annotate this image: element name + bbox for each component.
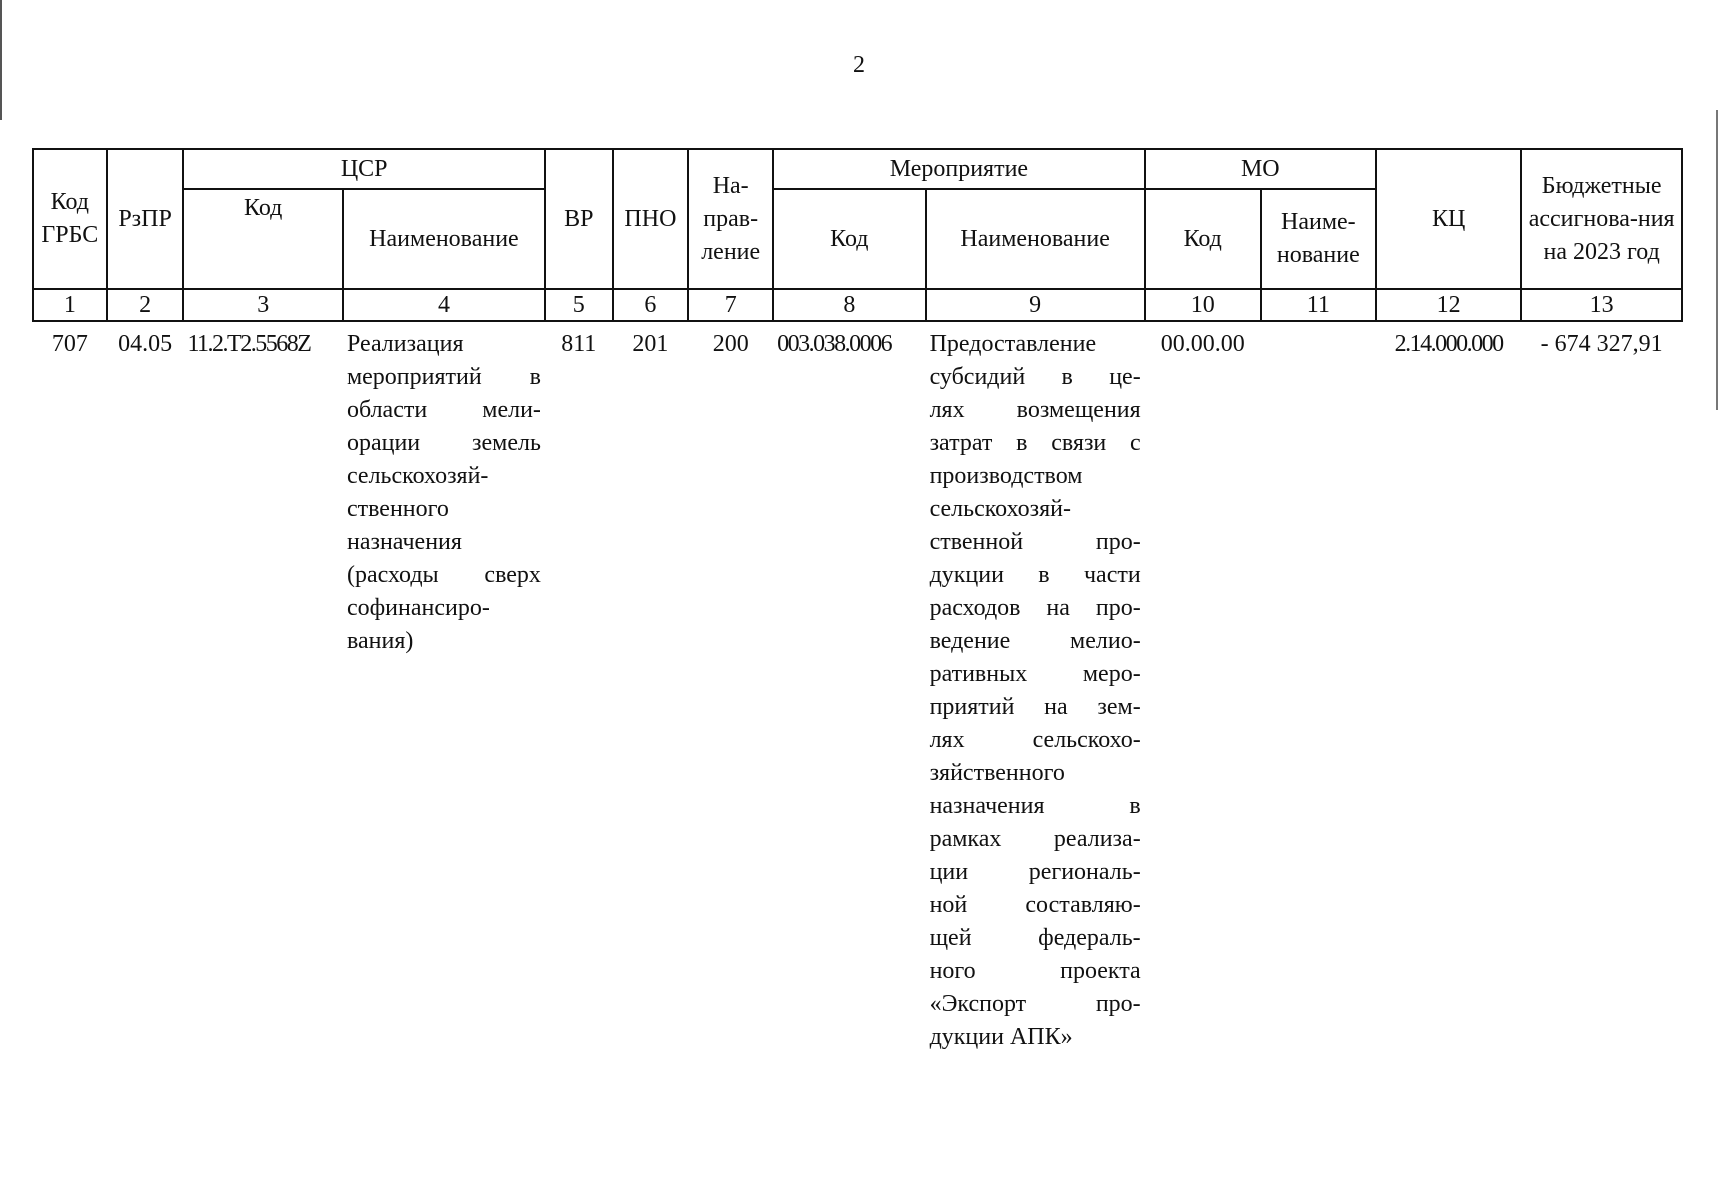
text-line: производством — [929, 463, 1083, 489]
cell-grbs: 707 — [51, 331, 88, 357]
column-number: 10 — [1145, 289, 1261, 321]
column-number: 8 — [773, 289, 925, 321]
text-line: затрат в связи с — [929, 430, 1141, 456]
text-line: лях сельскохо- — [929, 727, 1141, 753]
text-line: ственной про- — [929, 529, 1141, 555]
text-line: лях возмещения — [929, 397, 1141, 423]
header-rzpr: РзПР — [107, 149, 184, 289]
column-number: 4 — [343, 289, 545, 321]
text-line: орации земель — [346, 430, 541, 456]
text-line: области мели- — [346, 397, 541, 423]
column-number: 1 — [33, 289, 107, 321]
cell-mo-name — [1261, 321, 1376, 1054]
text-line: субсидий в це- — [929, 364, 1141, 390]
text-line: ственного — [346, 496, 449, 522]
column-number: 5 — [545, 289, 613, 321]
text-line: (расходы сверх — [346, 562, 541, 588]
budget-table — [32, 148, 1683, 1054]
cell-mo-code: 00.00.00 — [1160, 331, 1245, 357]
text-line: Реализация — [346, 331, 464, 357]
text-line: ративных меро- — [929, 661, 1141, 687]
text-line: «Экспорт про- — [929, 991, 1141, 1017]
header-mo-code: Код — [1145, 189, 1261, 289]
column-number-row — [33, 289, 1682, 321]
text-line: зяйственного — [929, 760, 1065, 786]
text-line: дукции АПК» — [929, 1024, 1073, 1050]
cell-direction: 200 — [712, 331, 749, 357]
header-event-name: Наименование — [926, 189, 1145, 289]
text-line: щей федераль- — [929, 925, 1141, 951]
cell-budget: - 674 327,91 — [1540, 331, 1663, 357]
header-pno: ПНО — [613, 149, 689, 289]
cell-pno: 201 — [632, 331, 669, 357]
text-line: сельскохозяй- — [929, 496, 1072, 522]
cell-event-code: 003.038.0006 — [777, 331, 892, 357]
cell-rzpr: 04.05 — [118, 331, 173, 357]
text-line: вания) — [346, 628, 414, 654]
event-name-text — [930, 328, 1141, 1054]
column-number: 3 — [183, 289, 343, 321]
header-csr-code: Код — [183, 189, 343, 289]
column-number: 13 — [1521, 289, 1682, 321]
header-grbs: Код ГРБС — [33, 149, 107, 289]
cell-event-name — [926, 321, 1145, 1054]
text-line: мероприятий в — [346, 364, 541, 390]
header-kc: КЦ — [1376, 149, 1521, 289]
header-event: Мероприятие — [773, 149, 1145, 189]
header-mo-name: Наиме-нование — [1261, 189, 1376, 289]
column-number: 6 — [613, 289, 689, 321]
header-csr-name: Наименование — [343, 189, 545, 289]
text-line: ции региональ- — [929, 859, 1141, 885]
header-direction: На-прав-ление — [688, 149, 773, 289]
header-vr: ВР — [545, 149, 613, 289]
page-number: 2 — [853, 52, 865, 78]
header-mo: МО — [1145, 149, 1376, 189]
cell-csr-name — [343, 321, 545, 1054]
csr-name-text — [347, 328, 541, 658]
text-line: назначения — [346, 529, 462, 555]
text-line: софинансиро- — [346, 595, 490, 621]
column-number: 12 — [1376, 289, 1521, 321]
text-line: ного проекта — [929, 958, 1141, 984]
text-line: дукции в части — [929, 562, 1141, 588]
text-line: Предоставление — [929, 331, 1097, 357]
header-event-code: Код — [773, 189, 925, 289]
text-line: назначения в — [929, 793, 1141, 819]
column-number: 11 — [1261, 289, 1376, 321]
header-budget: Бюджетные ассигнова-ния на 2023 год — [1521, 149, 1682, 289]
text-line: ведение мелио- — [929, 628, 1141, 654]
column-number: 2 — [107, 289, 184, 321]
column-number: 7 — [688, 289, 773, 321]
cell-kc: 2.14.000.000 — [1394, 331, 1503, 357]
text-line: рамках реализа- — [929, 826, 1141, 852]
table-row — [33, 321, 1682, 1054]
text-line: приятий на зем- — [929, 694, 1141, 720]
text-line: ной составляю- — [929, 892, 1141, 918]
text-line: сельскохозяй- — [346, 463, 489, 489]
text-line: расходов на про- — [929, 595, 1141, 621]
column-number: 9 — [926, 289, 1145, 321]
cell-csr-code: 11.2.T2.5568Z — [187, 331, 311, 357]
cell-vr: 811 — [561, 331, 597, 357]
header-csr: ЦСР — [183, 149, 544, 189]
